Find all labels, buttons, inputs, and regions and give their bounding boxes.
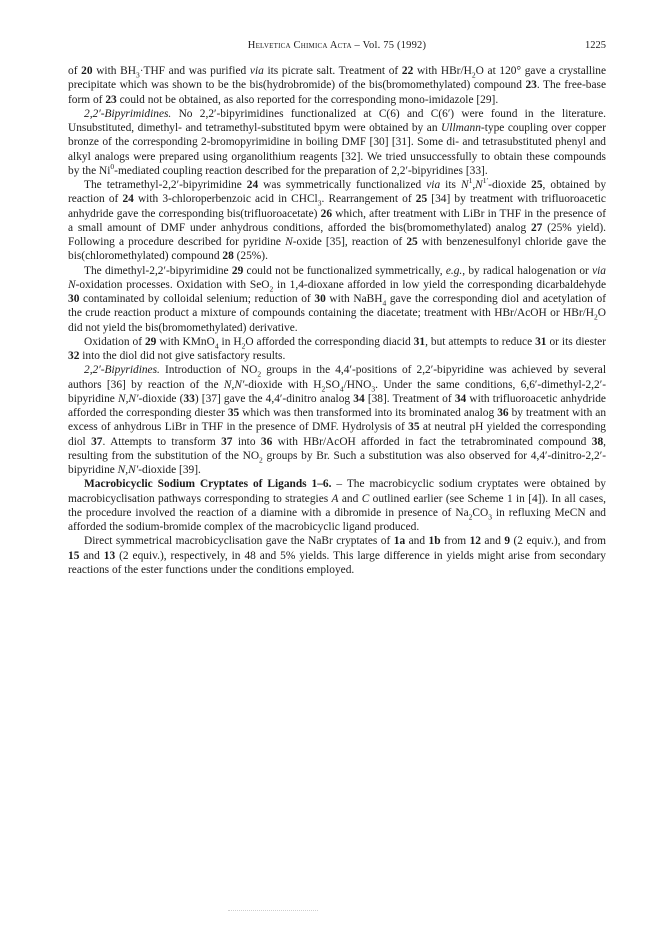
- text-run: CO: [472, 506, 489, 519]
- compound-ref: 1a: [393, 535, 406, 548]
- compound-ref: 24: [122, 193, 134, 206]
- subscript: 3: [488, 512, 492, 522]
- superscript: 0: [110, 161, 115, 171]
- text-run: into the diol did not give satisfactory results.: [79, 350, 286, 362]
- text-run: -mediated coupling reaction described for the preparation of 2,2′-bipyridines [33].: [114, 164, 488, 177]
- text-run: O did not yield the bis(bromomethylated) derivative.: [68, 307, 606, 334]
- paragraph-2: [68, 107, 606, 178]
- text-run: -dioxide [39].: [138, 464, 201, 476]
- text-run: /HNO: [343, 378, 372, 391]
- text-run: with trifluoroacetic anhydride afforded the corresponding diester: [68, 392, 606, 419]
- text-run: . The free-base form of: [68, 79, 606, 106]
- text-run: The dimethyl-2,2′-bipyrimidine: [84, 264, 232, 277]
- text-run: Introduction of NO: [159, 364, 258, 377]
- text-run: into: [232, 435, 261, 448]
- section-heading: Macrobicyclic Sodium Cryptates of Ligands 1–6.: [84, 478, 332, 491]
- text-run: O at 120° gave a crystalline precipitate which was shown to be the bis(hydrobromide) of the bis(bromomethylated) compound: [68, 65, 607, 92]
- paragraph-1: [68, 64, 606, 107]
- compound-ref: 26: [320, 207, 333, 220]
- italic-text: N: [460, 179, 469, 191]
- compound-ref: 36: [260, 435, 273, 448]
- page-number: 1225: [585, 40, 606, 51]
- text-run: (2 equiv.), respectively, in 48 and 5% yields. This large difference in yields might arise from secondary reactions of the ester functions under the conditions employed.: [68, 549, 606, 576]
- header-separator: –: [354, 40, 360, 51]
- compound-ref: 24: [246, 179, 259, 191]
- text-run: and: [79, 549, 104, 562]
- text-run: could not be obtained, as also reported for the corresponding mono-imidazole [29].: [116, 93, 499, 106]
- compound-ref: 12: [469, 535, 481, 548]
- paragraph-4: [68, 264, 606, 335]
- text-run: -oxide [35], reaction of: [292, 236, 407, 248]
- text-run: (25% yield). Following a procedure described for pyridine: [68, 221, 606, 248]
- superscript: 1′: [482, 176, 489, 186]
- text-run: -dioxide with H: [244, 378, 322, 391]
- subscript: 2: [594, 312, 598, 322]
- italic-text: N,N′: [117, 464, 139, 476]
- text-run: (2 equiv.), and from: [510, 535, 606, 548]
- italic-text: C: [361, 492, 370, 505]
- running-header-journal: [68, 40, 606, 51]
- text-run: from: [440, 535, 470, 548]
- compound-ref: 13: [103, 549, 116, 562]
- italic-text: via: [592, 264, 606, 277]
- italic-text: via: [426, 179, 441, 191]
- text-run: by treatment with an excess of anhydrous LiBr in THF in the presence of DMF. Hydrolysis of: [68, 407, 607, 434]
- italic-text: e.g.: [445, 264, 463, 277]
- compound-ref: 23: [525, 79, 537, 92]
- compound-ref: 9: [504, 535, 511, 548]
- compound-ref: 37: [91, 435, 103, 448]
- paragraph-8: [68, 534, 606, 577]
- page-bottom-rule: [228, 910, 318, 911]
- text-run: ,: [472, 179, 476, 191]
- compound-ref: 28: [222, 250, 234, 263]
- text-run: , by radical halogenation or: [462, 264, 593, 277]
- text-run: -type coupling over copper bronze of the corresponding 2-bromopyrimidine in boiling DMF [30] [31]. Some di- and tetrasubstituted phenyl and alkyl analogs were prepared using organolithium reagents [32]. We tried unsuccessfully to obtain these compounds by the Ni: [68, 122, 606, 177]
- text-run: No 2,2′-bipyrimidines functionalized at C(6) and C(6′) were found in the literature. Unsubstituted, dimethyl- and tetramethyl-substituted bpym were obtained by an: [68, 107, 606, 134]
- subscript: 2: [471, 70, 476, 80]
- text-run: Oxidation of: [84, 335, 145, 348]
- text-run: and: [405, 535, 429, 548]
- text-run: , resulting from the substitution of the NO: [68, 435, 606, 462]
- text-run: Direct symmetrical macrobicyclisation gave the NaBr cryptates of: [84, 535, 394, 548]
- compound-ref: 31: [413, 335, 426, 348]
- italic-text: N,N′: [223, 378, 245, 391]
- italic-text: Ullmann: [441, 122, 481, 134]
- compound-ref: 29: [231, 264, 244, 277]
- text-run: was symmetrically functionalized: [258, 179, 427, 191]
- text-run: O afforded the corresponding diacid: [245, 335, 414, 348]
- subscript: 2: [259, 455, 263, 465]
- subscript: 2: [468, 512, 473, 522]
- text-run: , but attempts to reduce: [425, 335, 536, 348]
- text-run: ·THF and was purified: [139, 65, 250, 77]
- text-run: contaminated by colloidal selenium; reduction of: [79, 293, 315, 305]
- text-run: of: [68, 65, 82, 77]
- text-run: and: [338, 492, 362, 505]
- text-run: – The macrobicyclic sodium cryptates were obtained by macrobicyclisation pathways corresponding to strategies: [68, 478, 606, 505]
- text-run: or its diester: [546, 335, 606, 348]
- compound-ref: 36: [497, 407, 509, 419]
- compound-ref: 32: [68, 350, 80, 362]
- italic-text: N: [475, 179, 483, 191]
- text-run: with BH: [92, 65, 136, 77]
- running-header: [68, 40, 606, 56]
- text-run: -dioxide: [488, 179, 532, 191]
- journal-page: [68, 0, 606, 936]
- compound-ref: 34: [454, 392, 467, 405]
- subscript: 2: [269, 284, 274, 294]
- text-run: in refluxing MeCN and afforded the sodium-bromide complex of the macrobicyclic ligand produced.: [68, 506, 606, 533]
- compound-ref: 29: [144, 335, 157, 348]
- italic-text: N: [68, 278, 76, 291]
- text-run: . Attempts to transform: [102, 435, 222, 448]
- compound-ref: 37: [221, 435, 233, 448]
- subscript: 4: [382, 298, 387, 308]
- compound-ref: 15: [68, 549, 80, 562]
- section-heading-italic: 2,2′-Bipyrimidines.: [84, 107, 172, 120]
- paragraph-7: [68, 477, 606, 534]
- text-run: with KMnO: [156, 335, 215, 348]
- text-run: [38]. Treatment of: [364, 392, 455, 405]
- compound-ref: 25: [406, 236, 418, 248]
- text-run: [34] by treatment with trifluoroacetic anhydride gave the corresponding bis(trifluoroacetate): [68, 193, 606, 220]
- subscript: 2: [257, 369, 262, 379]
- paragraph-6: [68, 363, 606, 477]
- subscript: 2: [241, 341, 246, 351]
- italic-text: N: [285, 236, 293, 248]
- compound-ref: 33: [183, 392, 195, 405]
- text-run: ) [37] gave the 4,4′-dinitro analog: [194, 392, 354, 405]
- compound-ref: 1b: [428, 535, 441, 548]
- text-run: and: [480, 535, 505, 548]
- paragraph-5: [68, 335, 606, 364]
- text-run: The tetramethyl-2,2′-bipyrimidine: [84, 179, 247, 191]
- journal-volume: Vol. 75 (1992): [362, 40, 427, 51]
- compound-ref: 35: [227, 407, 240, 419]
- article-body: [68, 64, 606, 577]
- text-run: , obtained by reaction of: [68, 179, 607, 206]
- subscript: 3: [317, 198, 322, 208]
- compound-ref: 25: [531, 179, 543, 191]
- text-run: at neutral pH yielded the corresponding diol: [68, 421, 606, 448]
- text-run: groups by Br. Such a substitution was also observed for 4,4′-dinitro-2,2′-bipyridine: [68, 449, 606, 476]
- text-run: its: [440, 179, 461, 191]
- text-run: . Rearrangement of: [321, 193, 416, 206]
- text-run: which, after treatment with LiBr in THF in the presence of a small amount of DMF under anhydrous conditions, afforded the bis(bromomethylated) analog: [68, 207, 607, 234]
- subscript: 4: [339, 383, 344, 393]
- subscript: 2: [321, 383, 326, 393]
- superscript: 1: [468, 176, 473, 186]
- compound-ref: 22: [401, 65, 414, 77]
- text-run: groups in the 4,4′-positions of 2,2′-bipyridine was achieved by several authors [36] by reaction of the: [68, 364, 606, 391]
- compound-ref: 30: [68, 293, 80, 305]
- text-run: with benzenesulfonyl chloride gave the bis(chloromethylated) compound: [68, 236, 607, 263]
- compound-ref: 34: [353, 392, 365, 405]
- text-run: with 3-chloroperbenzoic acid in CHCl: [133, 193, 318, 206]
- journal-name: Helvetica Chimica Acta: [247, 40, 352, 51]
- text-run: (25%).: [233, 250, 268, 263]
- text-run: its picrate salt. Treatment of: [263, 65, 402, 77]
- compound-ref: 25: [415, 193, 428, 206]
- text-run: with HBr/H: [413, 65, 472, 77]
- compound-ref: 20: [81, 65, 93, 77]
- compound-ref: 35: [408, 421, 420, 434]
- text-run: with HBr/AcOH afforded in fact the tetrabrominated compound: [272, 435, 592, 448]
- text-run: SO: [325, 378, 340, 391]
- subscript: 3: [135, 70, 140, 80]
- text-run: which was then transformed into its brominated analog: [239, 407, 498, 419]
- text-run: outlined earlier (see Scheme 1 in [4]). In all cases, the procedure involved the reaction of a diamine with a dibromide in presence of Na: [68, 492, 606, 519]
- text-run: -dioxide (: [138, 392, 184, 405]
- compound-ref: 30: [314, 293, 326, 305]
- subscript: 3: [371, 383, 376, 393]
- text-run: could not be functionalized symmetrically,: [243, 264, 446, 277]
- section-heading-italic: 2,2′-Bipyridines.: [84, 364, 160, 377]
- italic-text: A: [331, 492, 339, 505]
- compound-ref: 38: [591, 435, 604, 448]
- italic-text: N,N′: [117, 392, 139, 405]
- text-run: -oxidation processes. Oxidation with SeO: [75, 278, 270, 291]
- compound-ref: 31: [535, 335, 547, 348]
- paragraph-3: [68, 178, 606, 264]
- compound-ref: 27: [530, 221, 543, 234]
- compound-ref: 23: [105, 93, 117, 106]
- text-run: in H: [218, 335, 242, 348]
- italic-text: via: [249, 65, 264, 77]
- text-run: . Under the same conditions, 6,6′-dimethyl-2,2′-bipyridine: [68, 378, 607, 405]
- subscript: 4: [214, 341, 219, 351]
- text-run: in 1,4-dioxane afforded in low yield the corresponding dicarbaldehyde: [273, 278, 606, 291]
- text-run: gave the corresponding diol and acetylation of the crude reaction product a mixture of compounds containing the diacetate; treatment with HBr/AcOH or HBr/H: [68, 293, 606, 320]
- text-run: with NaBH: [325, 293, 383, 305]
